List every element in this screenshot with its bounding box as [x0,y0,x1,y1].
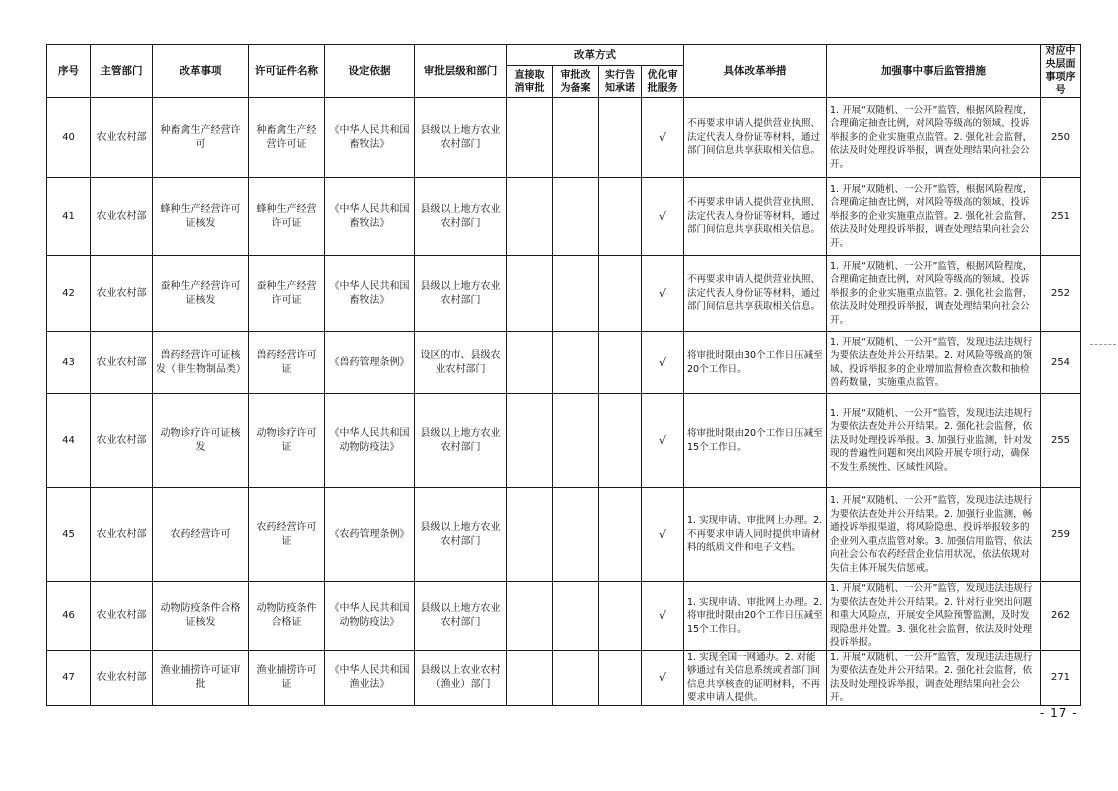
cell-mode-cancel [507,394,553,488]
header-measures: 具体改革举措 [684,45,827,98]
table-row [47,256,1081,332]
header-central-no: 对应中央层面事项序号 [1041,45,1081,98]
table-row [47,582,1081,651]
cell-seq: 43 [47,332,91,394]
cell-central-no: 254 [1041,332,1081,394]
table-body [47,98,1081,706]
cell-mode-cancel [507,256,553,332]
header-supervision: 加强事中事后监管措施 [827,45,1041,98]
cell-mode-optimize: √ [642,488,684,582]
cell-central-no: 251 [1041,178,1081,256]
cell-item: 兽药经营许可证核发（非生物制品类） [153,332,249,394]
cell-mode-filing [553,178,599,256]
cell-license: 渔业捕捞许可证 [249,650,325,705]
cell-item: 农药经营许可 [153,488,249,582]
cell-dept: 农业农村部 [91,488,153,582]
table-row [47,332,1081,394]
header-level: 审批层级和部门 [415,45,507,98]
cell-mode-filing [553,650,599,705]
cell-mode-promise [599,98,642,178]
cell-level: 县级以上地方农业农村部门 [415,488,507,582]
cell-seq: 44 [47,394,91,488]
header-mode-optimize: 优化审批服务 [642,66,684,98]
cell-license: 兽药经营许可证 [249,332,325,394]
cell-mode-promise [599,332,642,394]
cell-supervision: 1. 开展“双随机、一公开”监管，发现违法违规行为要依法查处并公开结果。2. 强化社会监督，依法及时处理投诉举报。3. 加强行业监测，针对发现的普遍性问题和突出风险开展专项行动，确保不发生系统性、区域性风险。 [827,394,1041,488]
cell-dept: 农业农村部 [91,332,153,394]
cell-license: 动物诊疗许可证 [249,394,325,488]
cell-mode-promise [599,650,642,705]
header-license-name: 许可证件名称 [249,45,325,98]
cell-seq: 40 [47,98,91,178]
cell-mode-optimize: √ [642,98,684,178]
cell-license: 蚕种生产经营许可证 [249,256,325,332]
cell-mode-cancel [507,650,553,705]
cell-basis: 《中华人民共和国畜牧法》 [325,98,415,178]
cell-central-no: 250 [1041,98,1081,178]
cell-measures: 1. 实现申请、审批网上办理。2. 不再要求申请人同时提供申请材料的纸质文件和电子文档。 [684,488,827,582]
cell-supervision: 1. 开展“双随机、一公开”监管，根据风险程度，合理确定抽查比例，对风险等级高的领域、投诉举报多的企业实施重点监管。2. 强化社会监督，依法及时处理投诉举报，调查处理结果向社会公开。 [827,178,1041,256]
cell-seq: 42 [47,256,91,332]
table-row [47,488,1081,582]
cell-level: 县级以上地方农业农村部门 [415,178,507,256]
license-reform-table-container [46,44,1081,706]
cell-license: 农药经营许可证 [249,488,325,582]
cell-mode-promise [599,582,642,651]
header-reform-mode: 改革方式 [507,45,684,66]
cell-central-no: 262 [1041,582,1081,651]
cell-supervision: 1. 开展“双随机、一公开”监管，发现违法违规行为要依法查处并公开结果。2. 加强行业监测，畅通投诉举报渠道，将风险隐患、投诉举报较多的企业列入重点监管对象。3. 加强信用监管，依法向社会公布农药经营企业信用状况，依法依规对失信主体开展失信惩戒。 [827,488,1041,582]
header-seq: 序号 [47,45,91,98]
cell-central-no: 271 [1041,650,1081,705]
header-mode-filing: 审批改为备案 [553,66,599,98]
cell-supervision: 1. 开展“双随机、一公开”监管，根据风险程度，合理确定抽查比例，对风险等级高的领域、投诉举报多的企业实施重点监管。2. 强化社会监督，依法及时处理投诉举报，调查处理结果向社会公开。 [827,256,1041,332]
cell-supervision: 1. 开展“双随机、一公开”监管，发现违法违规行为要依法查处并公开结果。2. 针对行业突出问题和重大风险点，开展安全风险预警监测，及时发现隐患并处置。3. 强化社会监督，依法及时处理投诉举报。 [827,582,1041,651]
cell-mode-promise [599,256,642,332]
cell-level: 设区的市、县级农业农村部门 [415,332,507,394]
cell-license: 动物防疫条件合格证 [249,582,325,651]
cell-mode-optimize: √ [642,178,684,256]
header-item: 改革事项 [153,45,249,98]
cell-mode-cancel [507,332,553,394]
cell-item: 蜂种生产经营许可证核发 [153,178,249,256]
cell-mode-filing [553,394,599,488]
cell-dept: 农业农村部 [91,582,153,651]
cell-mode-filing [553,582,599,651]
header-mode-promise: 实行告知承诺 [599,66,642,98]
cell-item: 动物防疫条件合格证核发 [153,582,249,651]
cell-central-no: 259 [1041,488,1081,582]
cell-mode-optimize: √ [642,650,684,705]
cell-basis: 《农药管理条例》 [325,488,415,582]
cell-seq: 41 [47,178,91,256]
cell-central-no: 252 [1041,256,1081,332]
cell-item: 渔业捕捞许可证审批 [153,650,249,705]
cell-mode-promise [599,394,642,488]
cell-level: 县级以上地方农业农村部门 [415,98,507,178]
header-dept: 主管部门 [91,45,153,98]
cell-basis: 《中华人民共和国畜牧法》 [325,178,415,256]
table-row [47,98,1081,178]
header-basis: 设定依据 [325,45,415,98]
table-row [47,178,1081,256]
header-mode-cancel: 直接取消审批 [507,66,553,98]
cell-measures: 不再要求申请人提供营业执照、法定代表人身份证等材料，通过部门间信息共享获取相关信息。 [684,256,827,332]
cell-measures: 不再要求申请人提供营业执照、法定代表人身份证等材料，通过部门间信息共享获取相关信息。 [684,98,827,178]
cell-item: 种畜禽生产经营许可 [153,98,249,178]
cell-measures: 1. 实现全国一网通办。2. 对能够通过有关信息系统或者部门间信息共享核查的证明材料，不再要求申请人提供。 [684,650,827,705]
cell-level: 县级以上农业农村（渔业）部门 [415,650,507,705]
license-reform-table [46,44,1081,706]
cell-item: 蚕种生产经营许可证核发 [153,256,249,332]
cell-mode-optimize: √ [642,582,684,651]
cell-license: 种畜禽生产经营许可证 [249,98,325,178]
cell-measures: 1. 实现申请、审批网上办理。2. 将审批时限由20个工作日压减至15个工作日。 [684,582,827,651]
cell-seq: 45 [47,488,91,582]
cell-measures: 将审批时限由20个工作日压减至15个工作日。 [684,394,827,488]
cell-mode-cancel [507,98,553,178]
cell-item: 动物诊疗许可证核发 [153,394,249,488]
cell-mode-optimize: √ [642,394,684,488]
cell-level: 县级以上地方农业农村部门 [415,582,507,651]
cell-mode-filing [553,488,599,582]
cell-mode-optimize: √ [642,256,684,332]
cell-seq: 47 [47,650,91,705]
cell-mode-cancel [507,582,553,651]
cell-dept: 农业农村部 [91,394,153,488]
cell-dept: 农业农村部 [91,256,153,332]
table-row [47,394,1081,488]
cell-supervision: 1. 开展“双随机、一公开”监管，发现违法违规行为要依法查处并公开结果。2. 对风险等级高的领域、投诉举报多的企业增加监督检查次数和抽检兽药数量，实施重点监管。 [827,332,1041,394]
cell-level: 县级以上地方农业农村部门 [415,256,507,332]
cell-basis: 《中华人民共和国动物防疫法》 [325,582,415,651]
cell-measures: 不再要求申请人提供营业执照、法定代表人身份证等材料，通过部门间信息共享获取相关信息。 [684,178,827,256]
margin-dash [1090,344,1116,345]
cell-dept: 农业农村部 [91,178,153,256]
cell-basis: 《中华人民共和国动物防疫法》 [325,394,415,488]
cell-supervision: 1. 开展“双随机、一公开”监管，根据风险程度，合理确定抽查比例，对风险等级高的领域、投诉举报多的企业实施重点监管。2. 强化社会监督，依法及时处理投诉举报，调查处理结果向社会公开。 [827,98,1041,178]
cell-mode-promise [599,488,642,582]
cell-level: 县级以上地方农业农村部门 [415,394,507,488]
cell-mode-filing [553,256,599,332]
cell-mode-cancel [507,178,553,256]
cell-basis: 《兽药管理条例》 [325,332,415,394]
cell-seq: 46 [47,582,91,651]
cell-mode-optimize: √ [642,332,684,394]
cell-dept: 农业农村部 [91,98,153,178]
cell-mode-filing [553,98,599,178]
cell-mode-promise [599,178,642,256]
cell-basis: 《中华人民共和国渔业法》 [325,650,415,705]
cell-measures: 将审批时限由30个工作日压减至20个工作日。 [684,332,827,394]
cell-mode-cancel [507,488,553,582]
cell-dept: 农业农村部 [91,650,153,705]
cell-supervision: 1. 开展“双随机、一公开”监管，发现违法违规行为要依法查处并公开结果。2. 强化社会监督，依法及时处理投诉举报，调查处理结果向社会公开。 [827,650,1041,705]
table-row [47,650,1081,705]
cell-central-no: 255 [1041,394,1081,488]
cell-license: 蜂种生产经营许可证 [249,178,325,256]
page-number: - 17 - [1040,706,1078,720]
cell-basis: 《中华人民共和国畜牧法》 [325,256,415,332]
cell-mode-filing [553,332,599,394]
